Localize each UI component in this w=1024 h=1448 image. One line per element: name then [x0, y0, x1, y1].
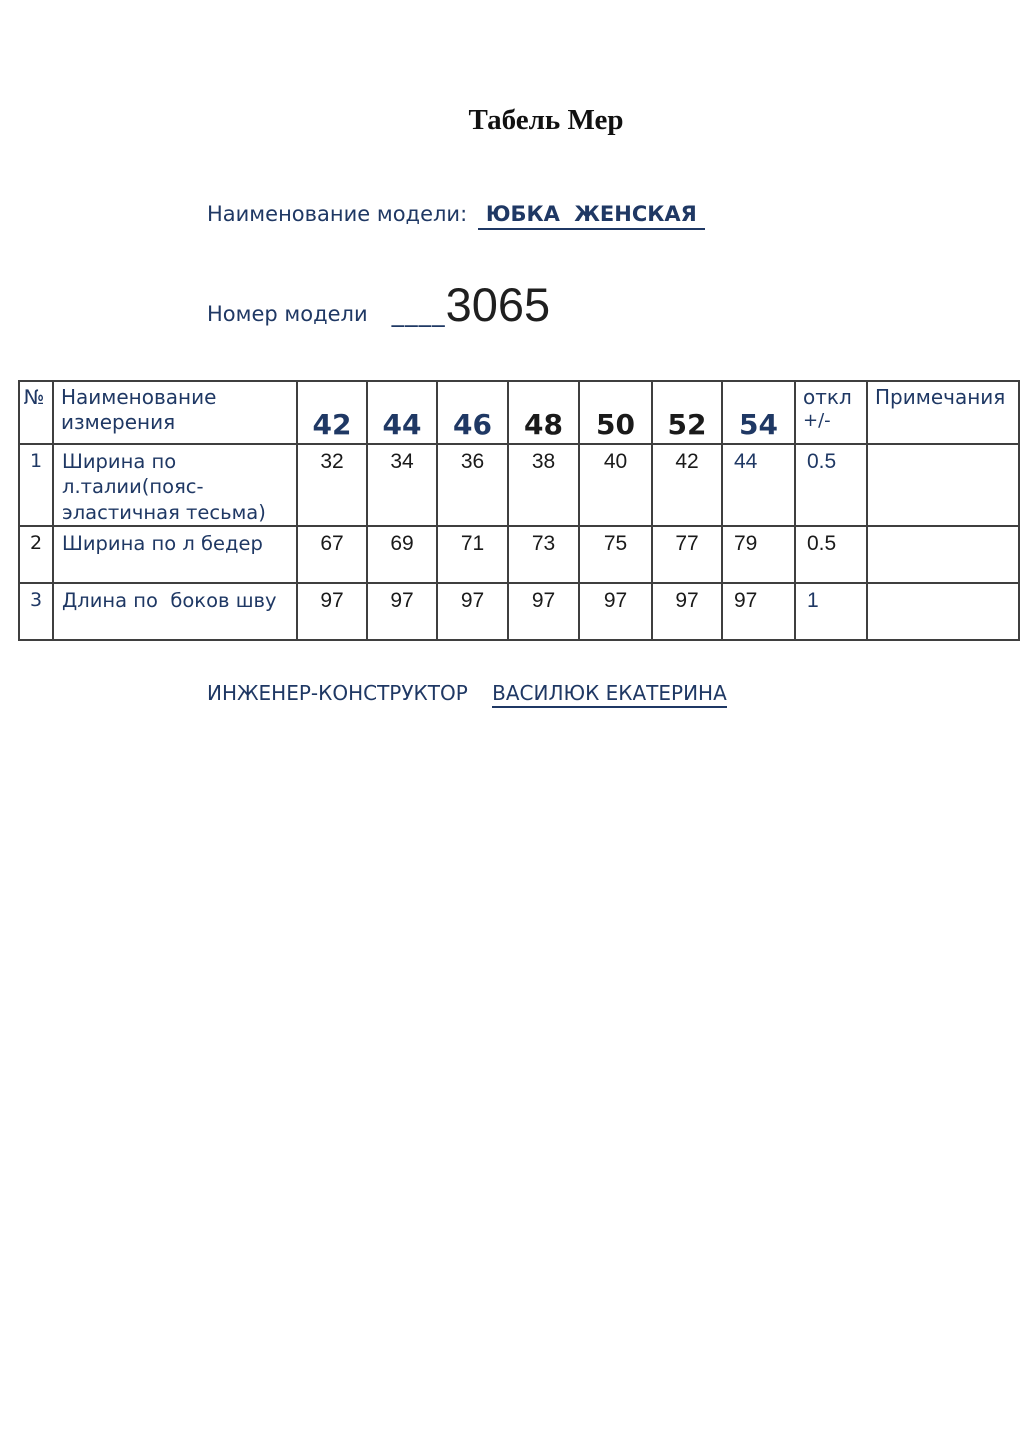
size-value-cell: 71: [437, 526, 508, 583]
signature-line: [207, 681, 727, 705]
deviation-header-line2: +/-: [803, 410, 831, 431]
size-value-cell: 38: [508, 444, 579, 526]
measurement-name-cell: Ширина по л.талии(пояс-эластичная тесьма): [53, 444, 297, 526]
document-title: Табель Мер: [468, 104, 624, 136]
size-value-cell: 40: [579, 444, 652, 526]
footer-name-value: ВАСИЛЮК ЕКАТЕРИНА: [492, 681, 727, 708]
col-header-measurement: Наименование измерения: [53, 381, 297, 444]
size-value-cell: 97: [652, 583, 722, 640]
size-value-cell: 44: [722, 444, 795, 526]
deviation-value-cell: 1: [795, 583, 867, 640]
col-header-notes: Примечания: [867, 381, 1019, 444]
table-row: [19, 526, 1019, 583]
row-number-cell: 2: [19, 526, 53, 583]
notes-cell: [867, 526, 1019, 583]
model-number-line: [207, 278, 551, 331]
size-value-cell: 97: [367, 583, 437, 640]
model-name-value: ЮБКА ЖЕНСКАЯ: [478, 202, 705, 230]
model-name-label: Наименование модели:: [207, 202, 468, 226]
size-value-cell: 69: [367, 526, 437, 583]
measurement-name-cell: Ширина по л бедер: [53, 526, 297, 583]
size-column-header-50: 50: [579, 381, 652, 444]
table-row: [19, 583, 1019, 640]
size-value-cell: 97: [722, 583, 795, 640]
size-value-cell: 67: [297, 526, 367, 583]
size-value-cell: 42: [652, 444, 722, 526]
size-column-header-46: 46: [437, 381, 508, 444]
table-header-row: [19, 381, 1019, 444]
size-value-cell: 36: [437, 444, 508, 526]
col-header-deviation: [795, 381, 867, 444]
size-value-cell: 97: [297, 583, 367, 640]
size-value-cell: 34: [367, 444, 437, 526]
size-value-cell: 77: [652, 526, 722, 583]
row-number-cell: 1: [19, 444, 53, 526]
size-column-header-42: 42: [297, 381, 367, 444]
measurements-table: [18, 380, 1020, 641]
model-number-label: Номер модели: [207, 302, 368, 326]
footer-role-label: ИНЖЕНЕР-КОНСТРУКТОР: [207, 681, 468, 705]
model-number-value: 3065: [445, 278, 551, 331]
size-value-cell: 32: [297, 444, 367, 526]
size-column-header-48: 48: [508, 381, 579, 444]
size-column-header-52: 52: [652, 381, 722, 444]
size-value-cell: 79: [722, 526, 795, 583]
deviation-value-cell: 0.5: [795, 444, 867, 526]
size-value-cell: 97: [508, 583, 579, 640]
size-column-header-44: 44: [367, 381, 437, 444]
size-value-cell: 73: [508, 526, 579, 583]
col-header-num: №: [19, 381, 53, 444]
measurement-name-cell: Длина по боков шву: [53, 583, 297, 640]
deviation-header-line1: откл: [803, 385, 852, 409]
size-value-cell: 97: [579, 583, 652, 640]
table-row: [19, 444, 1019, 526]
notes-cell: [867, 444, 1019, 526]
row-number-cell: 3: [19, 583, 53, 640]
model-name-line: [207, 202, 705, 230]
model-number-underline: ____: [391, 298, 446, 327]
size-value-cell: 75: [579, 526, 652, 583]
deviation-value-cell: 0.5: [795, 526, 867, 583]
size-column-header-54: 54: [722, 381, 795, 444]
notes-cell: [867, 583, 1019, 640]
size-value-cell: 97: [437, 583, 508, 640]
